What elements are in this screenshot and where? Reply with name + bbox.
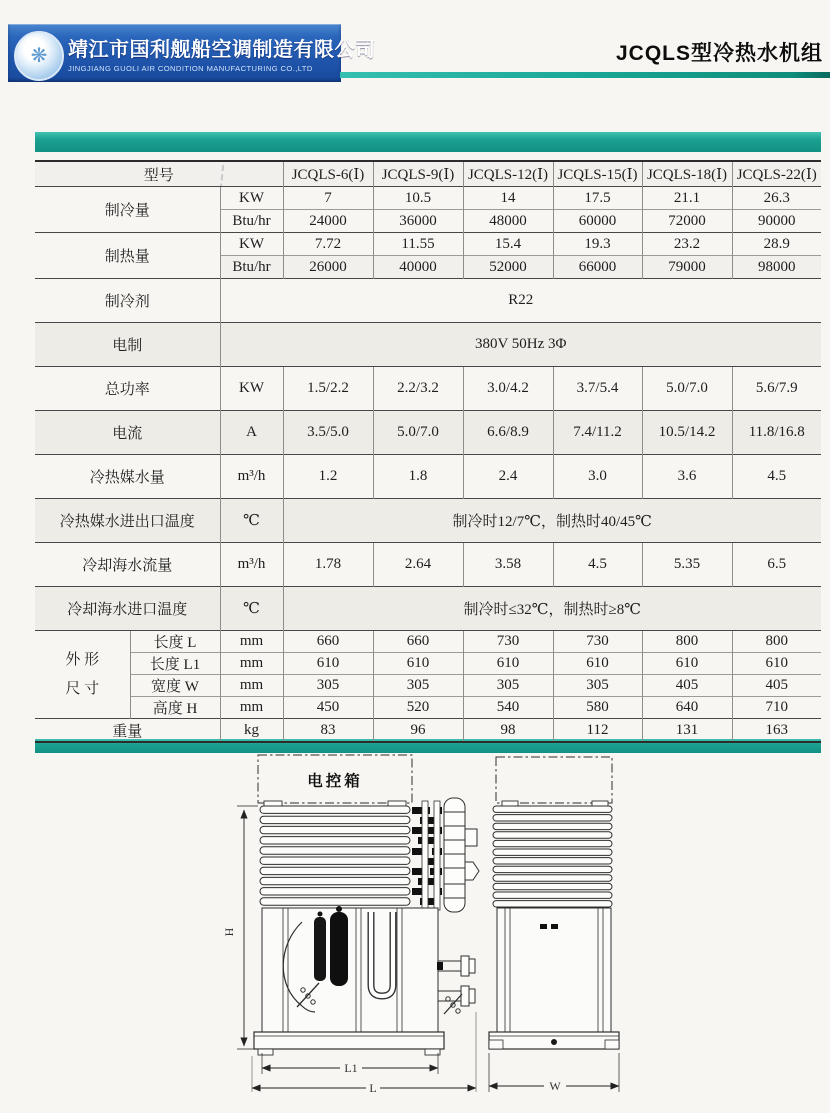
company-name-en: JINGJIANG GUOLI AIR CONDITION MANUFACTURING CO.,LTD [68,64,313,73]
merged-value-power-supply: 380V 50Hz 3Φ [220,323,821,367]
page-title: JCQLS型冷热水机组 [615,42,823,65]
value-cell: 305 [553,675,642,697]
value-cell: 131 [642,719,732,743]
value-cell: 730 [553,631,642,653]
table-row [35,631,821,653]
unit-cell: ℃ [220,587,283,631]
value-cell: 800 [642,631,732,653]
vertical-tube [422,801,428,910]
merged-value-media-water-temp: 制冷时12/7℃，制热时40/45℃ [283,499,821,543]
value-cell: 610 [463,653,553,675]
value-cell: 610 [732,653,821,675]
value-cell: 7.4/11.2 [553,411,642,455]
value-cell: 450 [283,697,373,719]
condenser-fins-front [260,806,410,905]
dimensions-label-line2: 尺 寸 [65,680,100,697]
control-box-label: 电控箱 [307,773,363,790]
row-label-media-water-temp: 冷热媒水进出口温度 [35,499,220,543]
value-cell: 3.5/5.0 [283,411,373,455]
company-logo-icon [14,31,64,81]
value-cell: 5.6/7.9 [732,367,821,411]
model-header-cell: JCQLS-12(Ⅰ) [463,161,553,187]
title-underline [340,72,830,78]
table-row [35,499,821,543]
row-label-weight: 重量 [35,719,220,743]
value-cell: 540 [463,697,553,719]
value-cell: 305 [373,675,463,697]
logo-glyph: ❋ [30,45,48,67]
unit-cell: Btu/hr [220,256,283,279]
value-cell: 640 [642,697,732,719]
table-row [35,697,821,719]
table-row [35,187,821,210]
unit-cell: kg [220,719,283,743]
value-cell: 610 [373,653,463,675]
row-label-seawater-temp: 冷却海水进口温度 [35,587,220,631]
value-cell: 11.55 [373,233,463,256]
table-row [35,675,821,697]
dim-name-cell: 高度 H [130,697,220,719]
company-names [68,33,376,73]
row-label-dimensions [35,631,130,719]
scan-artifact [216,165,233,187]
value-cell: 3.0/4.2 [463,367,553,411]
value-cell: 52000 [463,256,553,279]
base-front [254,1032,444,1055]
row-label-refrigerant: 制冷剂 [35,279,220,323]
unit-cell: mm [220,631,283,653]
control-box-outline-side [496,757,612,803]
row-label-media-water-flow: 冷热媒水量 [35,455,220,499]
value-cell: 5.0/7.0 [373,411,463,455]
dim-label-l1: L1 [344,1061,358,1075]
value-cell: 3.58 [463,543,553,587]
value-cell: 1.78 [283,543,373,587]
value-cell: 710 [732,697,821,719]
manifold-fitting [465,862,479,880]
value-cell: 79000 [642,256,732,279]
table-row [35,411,821,455]
value-cell: 610 [553,653,642,675]
value-cell: 2.64 [373,543,463,587]
model-header-cell: JCQLS-22(Ⅰ) [732,161,821,187]
dim-name-cell: 长度 L [130,631,220,653]
unit-cell: Btu/hr [220,210,283,233]
merged-value-refrigerant: R22 [220,279,821,323]
water-connections [437,956,475,1014]
merged-value-seawater-temp: 制冷时≤32℃，制热时≥8℃ [283,587,821,631]
value-cell: 4.5 [732,455,821,499]
value-cell: 1.8 [373,455,463,499]
model-row-label-cell [35,161,283,187]
value-cell: 7 [283,187,373,210]
table-row [35,455,821,499]
value-cell: 112 [553,719,642,743]
value-cell: 66000 [553,256,642,279]
value-cell: 21.1 [642,187,732,210]
value-cell: 610 [283,653,373,675]
row-label-total-power: 总功率 [35,367,220,411]
table-row [35,367,821,411]
unit-cell: KW [220,367,283,411]
value-cell: 26.3 [732,187,821,210]
value-cell: 305 [283,675,373,697]
table-row [35,279,821,323]
value-cell: 15.4 [463,233,553,256]
table-top-band [35,132,821,152]
unit-body-front [262,906,438,1032]
dim-name-cell: 宽度 W [130,675,220,697]
row-label-power-supply: 电制 [35,323,220,367]
value-cell: 10.5 [373,187,463,210]
unit-cell: mm [220,675,283,697]
value-cell: 3.0 [553,455,642,499]
model-header-cell: JCQLS-15(Ⅰ) [553,161,642,187]
value-cell: 36000 [373,210,463,233]
value-cell: 405 [732,675,821,697]
unit-cell: KW [220,187,283,210]
value-cell: 610 [642,653,732,675]
value-cell: 98000 [732,256,821,279]
value-cell: 6.6/8.9 [463,411,553,455]
model-header-cell: JCQLS-9(Ⅰ) [373,161,463,187]
table-row [35,323,821,367]
value-cell: 6.5 [732,543,821,587]
value-cell: 3.6 [642,455,732,499]
value-cell: 90000 [732,210,821,233]
manifold [444,798,479,912]
table-row [35,653,821,675]
row-label-cooling: 制冷量 [35,187,220,233]
value-cell: 60000 [553,210,642,233]
value-cell: 23.2 [642,233,732,256]
model-header-cell: JCQLS-18(Ⅰ) [642,161,732,187]
value-cell: 72000 [642,210,732,233]
value-cell: 660 [373,631,463,653]
value-cell: 83 [283,719,373,743]
value-cell: 163 [732,719,821,743]
spec-table [35,160,821,743]
value-cell: 96 [373,719,463,743]
value-cell: 520 [373,697,463,719]
value-cell: 730 [463,631,553,653]
value-cell: 4.5 [553,543,642,587]
value-cell: 19.3 [553,233,642,256]
manifold-fitting [465,829,477,846]
table-row [35,587,821,631]
dim-label-w: W [549,1079,561,1093]
unit-cell: mm [220,653,283,675]
value-cell: 48000 [463,210,553,233]
row-label-current: 电流 [35,411,220,455]
value-cell: 1.5/2.2 [283,367,373,411]
dimensions-label-line1: 外 形 [65,652,100,668]
unit-body-side [497,908,611,1032]
dim-name-cell: 长度 L1 [130,653,220,675]
unit-cell: A [220,411,283,455]
value-cell: 2.2/3.2 [373,367,463,411]
dim-label-h: H [222,927,236,937]
row-label-heating: 制热量 [35,233,220,279]
dimension-drawing [200,748,640,1108]
dim-label-l: L [369,1081,377,1095]
model-row-label: 型号 [143,167,174,184]
unit-cell: ℃ [220,499,283,543]
unit-cell: m³/h [220,455,283,499]
value-cell: 28.9 [732,233,821,256]
value-cell: 800 [732,631,821,653]
company-banner [8,24,376,82]
base-side [489,1032,619,1049]
table-row [35,233,821,256]
value-cell: 11.8/16.8 [732,411,821,455]
value-cell: 26000 [283,256,373,279]
value-cell: 2.4 [463,455,553,499]
drawing-front-view [254,755,479,1055]
unit-cell: KW [220,233,283,256]
drawing-side-view [489,757,619,1049]
value-cell: 7.72 [283,233,373,256]
row-label-seawater-flow: 冷却海水流量 [35,543,220,587]
value-cell: 5.35 [642,543,732,587]
vertical-tube [434,801,440,910]
value-cell: 305 [463,675,553,697]
value-cell: 405 [642,675,732,697]
value-cell: 17.5 [553,187,642,210]
value-cell: 14 [463,187,553,210]
table-row [35,161,821,187]
model-header-cell: JCQLS-6(Ⅰ) [283,161,373,187]
value-cell: 1.2 [283,455,373,499]
value-cell: 3.7/5.4 [553,367,642,411]
value-cell: 98 [463,719,553,743]
unit-cell: m³/h [220,543,283,587]
company-name-cn: 靖江市国利舰船空调制造有限公司 [68,39,376,61]
value-cell: 660 [283,631,373,653]
value-cell: 40000 [373,256,463,279]
unit-cell: mm [220,697,283,719]
value-cell: 24000 [283,210,373,233]
condenser-fins-side [493,806,612,907]
table-row [35,543,821,587]
value-cell: 580 [553,697,642,719]
table-row [35,719,821,743]
value-cell: 5.0/7.0 [642,367,732,411]
value-cell: 10.5/14.2 [642,411,732,455]
